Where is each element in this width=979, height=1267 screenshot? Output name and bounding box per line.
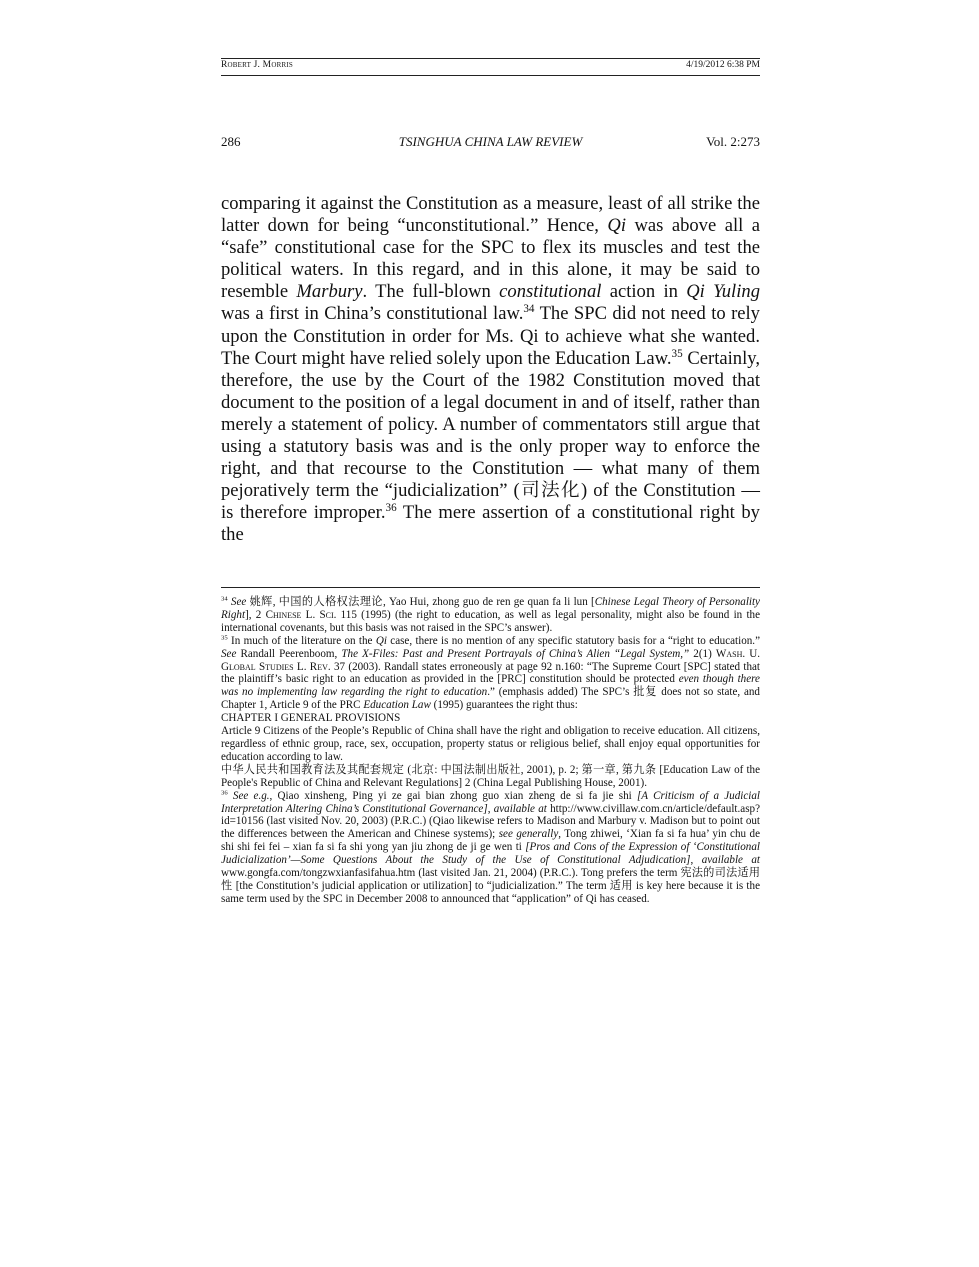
- page-number: 286: [221, 134, 241, 149]
- footnote-ref-35[interactable]: 35: [671, 347, 683, 360]
- top-bar: [221, 58, 760, 76]
- footnote-35-chapter: CHAPTER I GENERAL PROVISIONS: [221, 712, 401, 725]
- footnote-ref-36[interactable]: 36: [385, 502, 397, 515]
- footnote-36: $^{36}$ See e.g., Qiao xinsheng, Ping yi ze gai bian zhong guo xian zheng de si fa jie shi [A Criticism of a Judicial Interpretation Altering China’s Constitutional Governance], available at http://www.civillaw.com.cn/article/default.asp?id=10156 (last visited Nov. 20, 2003) (P.R.C.) (Qiao likewise refers to Madison and Marbury v. Madison but to point out the differences between the American and Chinese systems); see generally, Tong zhiwei, ‘Xian fa si fa hua’ yin chu de shi shi fei fei – xian fa si fa shi yong yan jiu zhong de ji ge wen ti [Pros and Cons of the Expression of ‘Constitutional Judicialization’—Some Questions About the Study of the Use of Constitutional Adjudication], available at www.gongfa.com/tongzwxianfasifahua.htm (last visited Jan. 21, 2004) (P.R.C.). Tong prefers the term 宪法的司法适用性 [the Constitution’s judicial application or utilization] to “judicialization.” The term 适用 is key here because it is the same term used by the SPC in December 2008 to announced that “application” of Qi has ceased.: [221, 788, 761, 905]
- main-text: [221, 193, 760, 547]
- author-name: Robert J. Morris: [221, 60, 293, 70]
- paragraph: comparing it against the Constitution as a measure, least of all strike the latter down for being “unconstitutional.” Hence, Qi was above all a “safe” constitutional case for the SPC to flex its muscles and test the political waters. In this regard, and in this alone, it may be said to resemble Marbury. The full-blown constitutional action in Qi Yuling was a first in China’s constitutional law.$^{34}$ The SPC did not need to rely upon the Constitution in order for Ms. Qi to achieve what she wanted. The Court might have relied solely upon the Education Law.$^{35}$ Certainly, therefore, the use by the Court of the 1982 Constitution moved that document to the position of a legal document in and of itself, rather than merely a statement of policy. A number of commentators still argue that using a statutory basis was and is the only proper way to enforce the right, and that recourse to the Constitution — what many of them pejoratively term the “judicialization” (司法化) of the Constitution — is therefore improper.$^{36}$ The mere assertion of a constitutional right by the: [221, 193, 760, 546]
- journal-title: TSINGHUA CHINA LAW REVIEW: [398, 134, 583, 149]
- footnote-ref-34[interactable]: 34: [523, 303, 535, 316]
- footnote-divider: [221, 587, 760, 588]
- footnote-34: $^{34}$ See 姚辉, 中国的人格权法理论, Yao Hui, zhong guo de ren ge quan fa li lun [Chinese Legal Theory of Personality Right], 2 Chinese L. Sci. 115 (1995) (the right to education, as well as legal personality, might also be found in the international covenants, but this basis was not raised in the SPC’s answer).: [221, 595, 761, 634]
- footnote-35-article: Article 9 Citizens of the People’s Republic of China shall have the right and obligation to receive education. All citizens, regardless of ethnic group, race, sex, occupation, property status or religious belief, shall enjoy equal opportunities for education according to law.: [221, 725, 760, 763]
- footnotes: [221, 596, 760, 906]
- volume-label: Vol. 2:273: [706, 134, 760, 149]
- timestamp: 4/19/2012 6:38 PM: [686, 60, 760, 70]
- footnote-35: $^{35}$ In much of the literature on the Qi case, there is no mention of any specific statutory basis for a “right to education.” See Randall Peerenboom, The X-Files: Past and Present Portrayals of China’s Alien “Legal System,” 2(1) Wash. U. Global Studies L. Rev. 37 (2003). Randall states erroneously at page 92 n.160: “The Supreme Court [SPC] stated that the plaintiff’s basic right to an education as provided in the [PRC] constitution should be protected even though there was no implementing law regarding the right to education.” (emphasis added) The SPC’s 批复 does not so state, and Chapter 1, Article 9 of the PRC Education Law (1995) guarantees the right thus:: [221, 634, 760, 712]
- footnote-35-source: 中华人民共和国教育法及其配套规定 (北京: 中国法制出版社, 2001), p. 2; 第一章, 第九条 [Education Law of the People's Republic of China and Relevant Regulations] 2 (China Legal Publishing House, 2001).: [221, 763, 760, 789]
